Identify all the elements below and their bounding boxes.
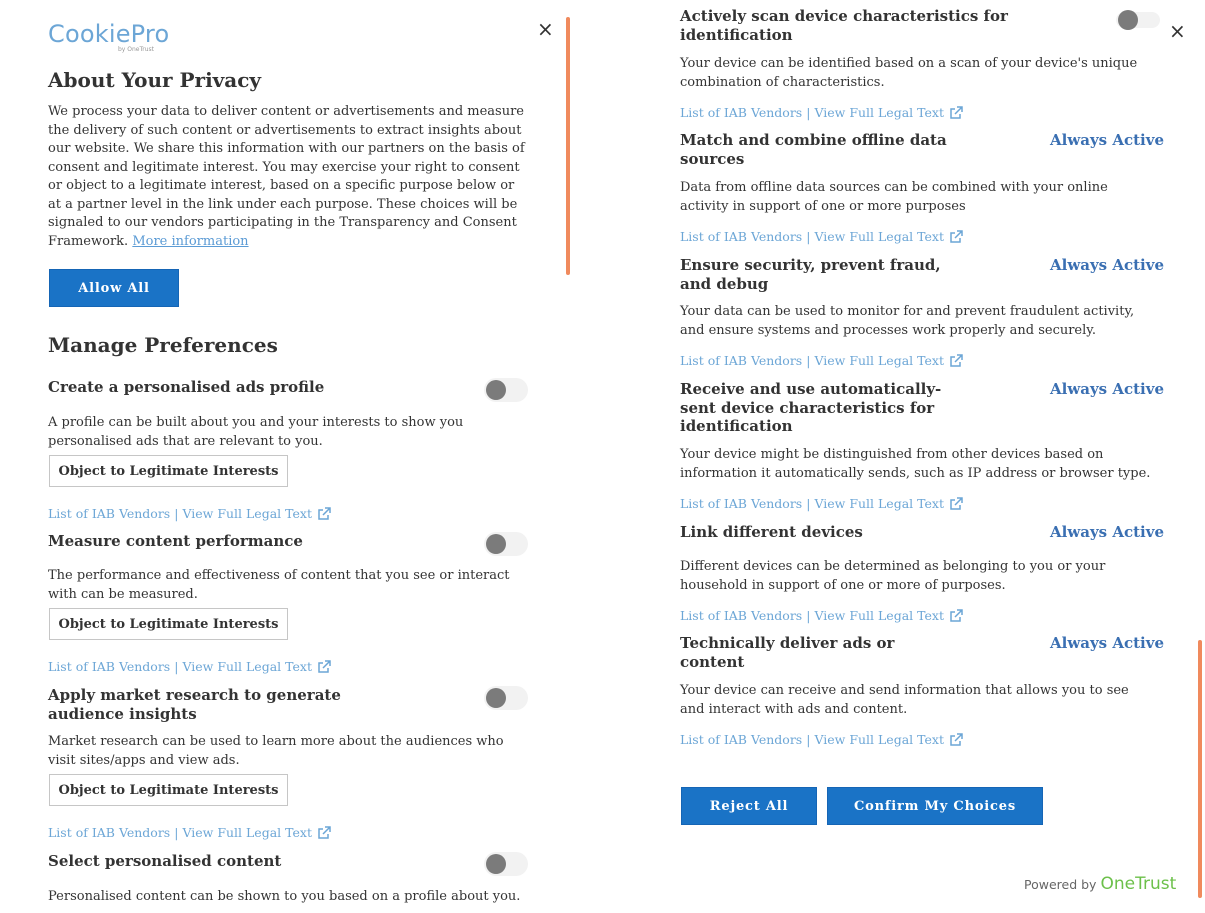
toggle-knob: [486, 380, 506, 400]
purpose-title: Select personalised content: [48, 852, 282, 870]
external-link-icon: [949, 354, 963, 368]
more-information-link[interactable]: More information: [132, 233, 249, 249]
privacy-panel-right: [572, 0, 1205, 913]
purpose-title: Ensure security, prevent fraud, and debug: [680, 256, 941, 293]
vendor-links: [680, 732, 963, 747]
cookiepro-logo: [48, 20, 170, 53]
link-separator: |: [806, 732, 811, 747]
external-link-icon: [949, 733, 963, 747]
left-scrollbar[interactable]: [566, 17, 570, 275]
purpose-title-partial: Actively scan device characteristics for: [680, 7, 1008, 25]
legal-text-link[interactable]: View Full Legal Text: [814, 496, 944, 511]
link-separator: |: [174, 659, 179, 674]
about-body: We process your data to deliver content or advertisements and measure the delivery of such content or advertisements to extract insights about our website. We share this information with our partners on the basis of consent and legitimate interest. You may exercise your right to consent or object to a legitimate interest, based on a specific purpose below or at a partner level in the link under each purpose. These choices will be signaled to our vendors participating in the Transparency and Consent Framework.: [48, 104, 525, 249]
toggle-knob: [1118, 10, 1138, 30]
confirm-my-choices-button[interactable]: Confirm My Choices: [827, 787, 1043, 825]
link-separator: |: [806, 229, 811, 244]
vendor-links: [680, 608, 963, 623]
toggle-personalised-content[interactable]: [484, 852, 528, 876]
manage-preferences-title: Manage Preferences: [48, 333, 278, 357]
link-separator: |: [806, 353, 811, 368]
external-link-icon: [317, 660, 331, 674]
toggle-knob: [486, 534, 506, 554]
external-link-icon: [949, 497, 963, 511]
object-legitimate-interests-button[interactable]: Object to Legitimate Interests: [49, 774, 288, 806]
toggle-knob: [486, 688, 506, 708]
iab-vendors-link[interactable]: List of IAB Vendors: [680, 608, 803, 623]
legal-text-link[interactable]: View Full Legal Text: [814, 608, 944, 623]
purpose-description: A profile can be built about you and your interests to show you personalised ads that are relevant to you.: [48, 415, 464, 449]
close-icon[interactable]: ×: [1169, 19, 1186, 43]
legal-text-link[interactable]: View Full Legal Text: [814, 105, 944, 120]
external-link-icon: [949, 609, 963, 623]
always-active-label: Always Active: [1050, 523, 1165, 541]
iab-vendors-link[interactable]: List of IAB Vendors: [680, 353, 803, 368]
purpose-title: Create a personalised ads profile: [48, 378, 325, 396]
link-separator: |: [174, 825, 179, 840]
iab-vendors-link[interactable]: List of IAB Vendors: [680, 732, 803, 747]
iab-vendors-link[interactable]: List of IAB Vendors: [48, 659, 171, 674]
vendor-links: [48, 825, 331, 840]
legal-text-link[interactable]: View Full Legal Text: [182, 659, 312, 674]
reject-all-button[interactable]: Reject All: [681, 787, 817, 825]
about-text: [48, 103, 530, 251]
vendor-links: [680, 496, 963, 511]
toggle-personalised-ads-profile[interactable]: [484, 378, 528, 402]
toggle-measure-content-performance[interactable]: [484, 532, 528, 556]
vendor-links: [48, 659, 331, 674]
iab-vendors-link[interactable]: List of IAB Vendors: [680, 496, 803, 511]
legal-text-link[interactable]: View Full Legal Text: [814, 229, 944, 244]
purpose-title: Technically deliver ads or content: [680, 634, 895, 671]
vendor-links: [48, 506, 331, 521]
allow-all-button[interactable]: Allow All: [49, 269, 179, 307]
iab-vendors-link[interactable]: List of IAB Vendors: [48, 825, 171, 840]
legal-text-link[interactable]: View Full Legal Text: [182, 825, 312, 840]
purpose-title: Link different devices: [680, 523, 863, 541]
toggle-knob: [486, 854, 506, 874]
object-legitimate-interests-button[interactable]: Object to Legitimate Interests: [49, 455, 288, 487]
always-active-label: Always Active: [1050, 256, 1165, 274]
iab-vendors-link[interactable]: List of IAB Vendors: [680, 229, 803, 244]
iab-vendors-link[interactable]: List of IAB Vendors: [48, 506, 171, 521]
powered-by-onetrust[interactable]: [1024, 874, 1176, 894]
purpose-title: Measure content performance: [48, 532, 303, 550]
purpose-description: Data from offline data sources can be combined with your online activity in support of one or more purposes: [680, 180, 1108, 214]
logo-brand: CookiePro: [48, 20, 170, 48]
purpose-title-end: identification: [680, 26, 1020, 45]
logo-sub: by OneTrust: [118, 46, 155, 53]
link-separator: |: [806, 496, 811, 511]
privacy-panel-left: [0, 0, 572, 913]
iab-vendors-link[interactable]: List of IAB Vendors: [680, 105, 803, 120]
purpose-description: Market research can be used to learn more about the audiences who visit sites/apps and view ads.: [48, 734, 504, 768]
legal-text-link[interactable]: View Full Legal Text: [814, 353, 944, 368]
purpose-description: Personalised content can be shown to you based on a profile about you.: [48, 889, 521, 904]
purpose-description: Your device can be identified based on a scan of your device's unique combination of characteristics.: [680, 56, 1138, 90]
toggle-scan-device[interactable]: [1116, 12, 1160, 28]
purpose-description: Your data can be used to monitor for and prevent fraudulent activity, and ensure systems and processes work properly and securely.: [680, 304, 1135, 338]
purpose-description: Your device can receive and send information that allows you to see and interact with ads and content.: [680, 683, 1129, 717]
link-separator: |: [806, 105, 811, 120]
purpose-description: Different devices can be determined as belonging to you or your household in support of one or more of purposes.: [680, 559, 1106, 593]
external-link-icon: [317, 507, 331, 521]
always-active-label: Always Active: [1050, 634, 1165, 652]
link-separator: |: [174, 506, 179, 521]
object-legitimate-interests-button[interactable]: Object to Legitimate Interests: [49, 608, 288, 640]
always-active-label: Always Active: [1050, 380, 1165, 398]
close-icon[interactable]: ×: [537, 17, 554, 41]
purpose-title: Apply market research to generate audience insights: [48, 686, 341, 723]
vendor-links: [680, 353, 963, 368]
about-title: About Your Privacy: [48, 68, 262, 92]
legal-text-link[interactable]: View Full Legal Text: [814, 732, 944, 747]
right-scrollbar[interactable]: [1198, 640, 1202, 898]
always-active-label: Always Active: [1050, 131, 1165, 149]
legal-text-link[interactable]: View Full Legal Text: [182, 506, 312, 521]
external-link-icon: [317, 826, 331, 840]
onetrust-logo: OneTrust: [1100, 874, 1177, 894]
external-link-icon: [949, 230, 963, 244]
vendor-links: [680, 229, 963, 244]
powered-by-prefix: Powered by: [1024, 877, 1097, 892]
vendor-links: [680, 105, 963, 120]
external-link-icon: [949, 106, 963, 120]
purpose-title: Receive and use automatically-sent device characteristics for identification: [680, 380, 942, 435]
purpose-title: Match and combine offline data sources: [680, 131, 947, 168]
link-separator: |: [806, 608, 811, 623]
purpose-description: Your device might be distinguished from other devices based on information it automatically sends, such as IP address or browser type.: [680, 447, 1151, 481]
purpose-description: The performance and effectiveness of content that you see or interact with can be measured.: [48, 568, 510, 602]
toggle-market-research[interactable]: [484, 686, 528, 710]
